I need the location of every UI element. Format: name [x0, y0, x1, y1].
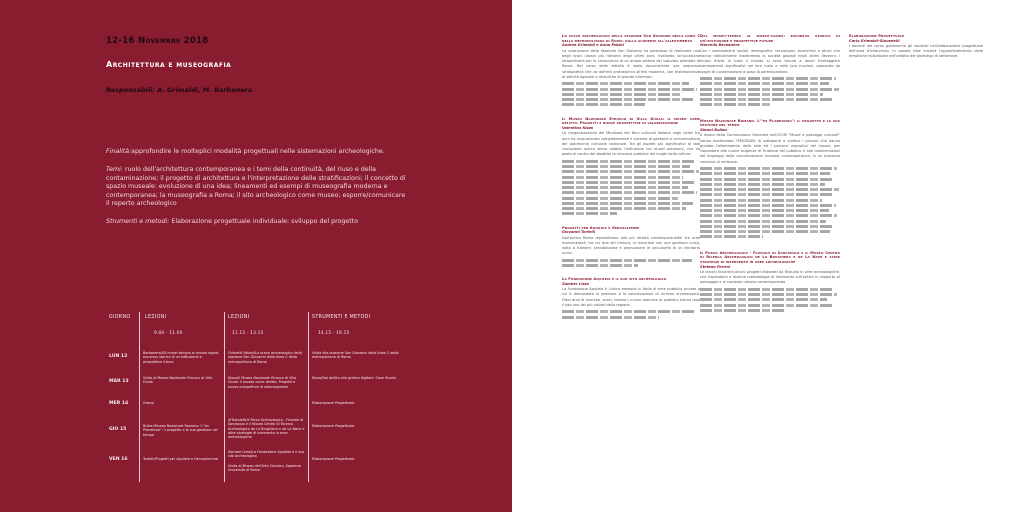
article-title: Progetti per Aquileia e Gerusalemme — [562, 225, 640, 230]
time-slot-2: 11.15 - 13.15 — [232, 331, 264, 336]
temi-text: ruolo dell'architettura contemporanea e i temi della continuità, del riuso e della contaminazione; il progetto di architettura e l'interpretazione delle stratificazioni; il concetto di spazio museale: evoluzione di una idea; lineamenti ed esempi di museografia moderna e contemporanea; la museografia a Roma; il sito archeologico come museo; esporre/comunicare il reperto archeologico — [106, 166, 406, 208]
article-author: Zamber Lisse — [562, 281, 590, 286]
text-line — [562, 259, 692, 262]
text-line — [562, 98, 693, 101]
lesson-cell: Nizzo/Il Museo Nazionale Etrusco di Villa Giulia: il museo come delitto. Progetti e nuove prospettive di valorizzazione — [228, 376, 297, 389]
time-slot-3: 14.15 - 16.15 — [318, 331, 350, 336]
article — [562, 226, 700, 267]
text-line — [700, 230, 830, 233]
article — [562, 117, 700, 216]
text-line — [562, 310, 694, 313]
article-text: La riorganizzazione del Ministero dei Beni culturali italiano negli ultimi tre anni ha rivoluzionato completamente il sistema di gestione e comunicazione del patrimonio culturale nazionale. Tra gli aspetti più significativi di tale rivoluzione spicca senza dubbio l'istituzione nei musei autonomi, che ha posto al centro del dibattito la missione pubblica dei luoghi della cultura. — [562, 131, 700, 157]
article — [562, 34, 700, 106]
schedule-divider — [224, 312, 225, 482]
article — [562, 277, 700, 318]
text-line — [562, 197, 678, 200]
article-title: Elaborazione Progettuale — [849, 34, 905, 38]
time-slot-1: 9.00 - 11.00 — [154, 331, 183, 336]
day-label: LUN 12 — [109, 354, 128, 359]
article — [849, 34, 983, 60]
header-day: GIORNO — [109, 315, 131, 320]
text-line — [700, 193, 832, 196]
article-author: Valentino Nizzo — [562, 126, 594, 131]
text-line — [700, 88, 839, 91]
day-label: GIO 15 — [109, 427, 127, 432]
lesson-cell: Elaborazione Progettuale — [312, 401, 355, 405]
text-line — [700, 172, 830, 175]
schedule-divider — [308, 312, 309, 482]
lesson-cell: Zamber Lisse/La Fondazione Aquileia e il suo sito archeologico — [228, 450, 305, 459]
text-line — [700, 167, 837, 170]
text-line — [700, 304, 834, 307]
article-author: Gianni Bulian — [700, 128, 727, 133]
text-line — [562, 191, 697, 194]
day-label: MER 14 — [109, 401, 129, 406]
text-line — [700, 309, 784, 312]
lesson-cell: Greco/ — [143, 401, 155, 405]
text-line — [562, 160, 696, 163]
article-text: Le lezioni illustrerà alcuni progetti elaborati da Ristudio in aree archeologiche, che rispondono a diverse metodologie di intervento sull'antico in rapporto al paesaggio e al contesto urbano contemporaneo. — [700, 269, 840, 285]
strumenti-paragraph — [106, 218, 406, 227]
text-line — [562, 82, 689, 85]
article-author: Carlo Grimaldi-Giovanelli — [849, 38, 900, 43]
header-strumenti: STRUMENTI E METODI — [312, 315, 371, 320]
text-line — [562, 186, 688, 189]
text-line — [562, 103, 645, 106]
article — [700, 251, 840, 312]
text-line — [700, 93, 823, 96]
text-line — [700, 220, 826, 223]
text-line — [700, 77, 836, 80]
article-text: Il lavoro della Commissione Generale dell'ICOM "Musei e paesaggi culturali" hanno evidenziato l'ESIGENZA di sottoporre a verifica i principi che hanno guidato l'allestimento delle sale ed i percorsi espositivi del museo, per rispondere alle nuove esigenze di fruizione del pubblico e alle trasformazioni dei linguaggi della comunicazione museale contemporanea, in un processo continuo di revisione. — [700, 133, 840, 164]
finalita-paragraph — [106, 148, 406, 157]
lesson-cell: Visita al Museo Nazionale Etrusco di Villa Giulia — [143, 376, 213, 385]
text-line — [562, 202, 693, 205]
day-label: VEN 16 — [109, 457, 128, 462]
temi-label: Temi: — [106, 166, 123, 173]
schedule-table — [106, 312, 411, 482]
finalita-text: approfondire le molteplici modalità progettuali nelle sistemazioni archeologiche. — [131, 148, 385, 155]
text-line — [700, 293, 837, 296]
article-title: La Fondazione Aquileia e il suo sito archeologico — [562, 277, 667, 282]
article-author: Stefano Ferrini — [700, 264, 731, 269]
text-line — [700, 209, 829, 212]
text-line — [700, 98, 833, 101]
lesson-cell: Bulian/Museo Nazionale Romano. L'"ex Planetario": il progetto e la sua gestione nel tempo — [143, 424, 218, 437]
article-text: I docenti del corso guideranno gli studenti nell'elaborazione progettuale dell'area d'intervento. In questa fase inizierà l'approfondimento delle tematiche individuate nell'ambito del workshop di settembre. — [849, 43, 983, 59]
article-text: Con i cambiamenti sociali, demografici, tecnologici, economici e etnici che hanno radicalmente trasformato la società globale negli ultimi decenni, i musei d'arte in tutto il mondo si sono trovati a dover fronteggiare cambiamenti significativi nel loro ruolo e nelle loro funzioni, passando da luoghi di conservazione a spazi di partecipazione. — [700, 48, 840, 74]
article-text: La costruzione della Stazione San Giovanni ha permesso di realizzare uno degli scavi urbani più rilevanti degli ultimi anni, rivelando un'occasione straordinaria per la conoscenza di un ampio settore del suburbio orientale di Roma. Nel corso delle attività è stata documentata una sequenza stratigrafica che va dall'età protostorica all'età moderna, con testimonianze di attività agricole e idrauliche di grande interesse. — [562, 48, 700, 79]
header-lezioni: LEZIONI — [145, 315, 167, 320]
course-date: 12-16 Novembre 2018 — [106, 36, 209, 46]
right-page — [512, 0, 1024, 512]
strumenti-label: Strumenti e metodi: — [106, 218, 170, 225]
temi-paragraph — [106, 166, 406, 209]
text-line — [700, 225, 834, 228]
text-line — [700, 188, 839, 191]
text-line — [700, 288, 833, 291]
responsabili: Responsabili: A. Grimaldi, M. Barbanera — [106, 86, 253, 94]
text-line — [562, 264, 638, 267]
lesson-cell: Grimaldi-Fabbri/Lo scavo archeologico della stazione San Giovanni della linea C della metropolitana di Roma — [228, 351, 302, 364]
article-author: Andrea Grimaldi e Anna Fabbri — [562, 43, 625, 48]
text-line — [700, 235, 763, 238]
text-line — [700, 103, 770, 106]
text-line — [562, 212, 617, 215]
text-column-3 — [849, 34, 983, 60]
text-line — [700, 214, 837, 217]
course-title: Architettura e museografia — [106, 60, 232, 69]
article-title: Lo scavo archeologico della stazione San Giovanni della linea C della metropolitana di Roma: dalla scoperta all'allestimento — [562, 34, 700, 43]
text-line — [562, 165, 690, 168]
text-line — [562, 170, 699, 173]
text-line — [700, 178, 834, 181]
lesson-cell: Visita alla stazione San Giovanni della linea C della metropolitana di Roma — [312, 351, 399, 360]
lesson-cell: Elaborazione Progettuale — [312, 457, 355, 461]
article-title: Il Museo Nazionale Etrusco di Villa Giulia: il museo come delitto. Progetti e nuove prospettive di valorizzazione — [562, 116, 700, 126]
text-column-1 — [562, 34, 700, 321]
finalita-label: Finalità: — [106, 148, 132, 155]
text-line — [562, 316, 659, 319]
text-line — [700, 183, 825, 186]
header-lezioni-2: LEZIONI — [228, 315, 250, 320]
article-author: Marcello Barbanera — [700, 43, 740, 48]
lesson-cell: Tortelli/Progetti per Aquileia e Gerusalemme — [143, 457, 218, 461]
text-line — [700, 82, 829, 85]
article-title: Museo Nazionale Romano. L'"ex Planetario": il progetto e la sua gestione nel tempo — [700, 118, 840, 128]
article-text: Dall'antica Roma repubblicana alla più stretta contemporaneità: tre aree monumentali, tra cui due siti Unesco, si misurano con una gestione unica, volta a tutelare, sensibilizzare e promuovere le peculiarità di un territorio unico. — [562, 235, 700, 256]
lesson-cell: Visita al Museo dell'Arte Classica, Sapienza Università di Roma — [228, 464, 302, 473]
lesson-cell: Barbanera/Gli musei tempio al museo agorà: excursus storico di un'istituzione e prospettive future — [143, 351, 220, 364]
text-column-2 — [700, 34, 840, 314]
text-line — [562, 207, 686, 210]
text-line — [700, 199, 822, 202]
article — [700, 119, 840, 239]
article — [700, 34, 840, 106]
text-line — [562, 176, 683, 179]
lesson-cell: Nizzo/Dal delitto alla grafica digitale: Case Studio — [312, 376, 396, 380]
article-title: Il Parco Archeologico - Fluviale di Sarcapolo e il Museo Centro di Ricerca Archeologico de La Brughiera e de La Nave e altre strategie di intervento in aree archeologiche — [700, 250, 840, 264]
text-line — [700, 298, 827, 301]
text-line — [562, 88, 697, 91]
text-line — [700, 204, 836, 207]
article-text: La Fondazione Aquileia è l'unico esempio in Italia di ente pubblico privato a cui è demandata la gestione e la valorizzazione di un'area archeologica. Dieci anni di ricerche, scavi, restauri, nuove aperture al pubblico hanno reso il sito uno dei più visitati della regione. — [562, 287, 700, 307]
article-author: Giovanni Tortelli — [562, 230, 596, 235]
lesson-cell: dl'Rotaletti/Il Parco Archeologico - Fluviale di Sarcapolo e il Museo Centro di Ricerca Archeologico de La Brughiera e de La Nave e altre strategie di intervento in aree archeologiche — [228, 418, 305, 440]
article-title: Dal museo-tempio al museo-agorà: excursus storico di un'istituzione e prospettive future — [700, 34, 840, 43]
lesson-cell: Elaborazione Progettuale — [312, 424, 355, 428]
text-line — [562, 93, 681, 96]
day-label: MAR 13 — [109, 379, 129, 384]
text-line — [562, 181, 694, 184]
strumenti-text: Elaborazione progettuale individuale: sviluppo del progetto — [171, 218, 359, 225]
